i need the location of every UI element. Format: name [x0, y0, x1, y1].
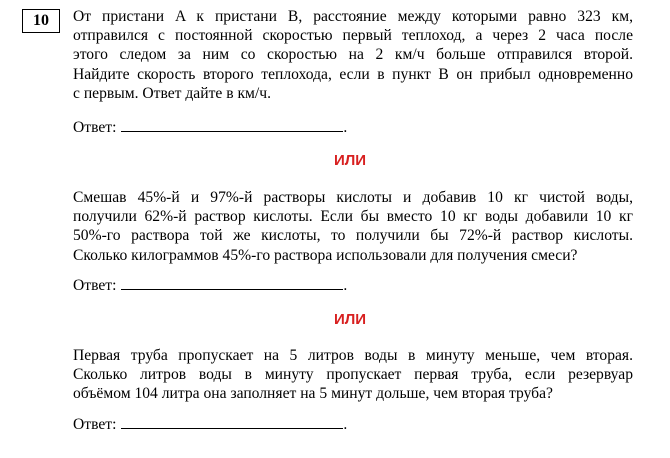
problem-3-line: Первая труба пропускает на 5 литров воды в минуту меньше, чем вторая. [73, 347, 633, 364]
problem-2-line: Смешав 45%-й и 97%-й растворы кислоты и добавив 10 кг чистой воды, [73, 189, 633, 206]
problem-1-text [73, 7, 633, 103]
problem-1-line: с первым. Ответ дайте в км/ч. [73, 84, 271, 102]
problem-3-line: объёмом 104 литра она заполняет на 5 минут дольше, чем вторая труба? [73, 385, 553, 403]
answer-3-field[interactable] [121, 414, 343, 429]
answer-2-field[interactable] [121, 275, 343, 290]
problem-2-text [73, 188, 633, 265]
problem-1-line: отправился с постоянной скоростью первый теплоход, а через 2 часа после [73, 27, 633, 45]
problem-2-line: 50%-го раствора той же кислоты, то получили бы 72%-й раствор кислоты. [73, 227, 633, 245]
problem-1-line: этого следом за ним со скоростью на 2 км/ч больше отправился второй. [73, 46, 633, 64]
answer-2-end: . [343, 277, 348, 294]
problem-1-line: От пристани A к пристани B, расстояние между которыми равно 323 км, [73, 8, 633, 25]
answer-1-field[interactable] [121, 117, 343, 132]
answer-3-label: Ответ: [73, 416, 117, 433]
problem-3-text [73, 346, 633, 404]
answer-3-end: . [343, 416, 348, 433]
answer-1 [73, 117, 347, 137]
separator-or-2: ИЛИ [333, 311, 367, 328]
answer-1-label: Ответ: [73, 119, 117, 136]
answer-2-label: Ответ: [73, 277, 117, 294]
problem-2-line: Сколько килограммов 45%-го раствора использовали для получения смеси? [73, 246, 578, 264]
answer-3 [73, 414, 347, 434]
problem-1-line: Найдите скорость второго теплохода, если в пункт B он прибыл одновременно [73, 65, 633, 83]
answer-1-end: . [343, 119, 348, 136]
task-number: 10 [22, 9, 60, 33]
answer-2 [73, 275, 347, 295]
problem-2-line: получили 62%-й раствор кислоты. Если бы вместо 10 кг воды добавили 10 кг [73, 208, 633, 226]
separator-or-1: ИЛИ [333, 152, 367, 169]
problem-3-line: Сколько литров воды в минуту пропускает первая труба, если резервуар [73, 366, 633, 384]
